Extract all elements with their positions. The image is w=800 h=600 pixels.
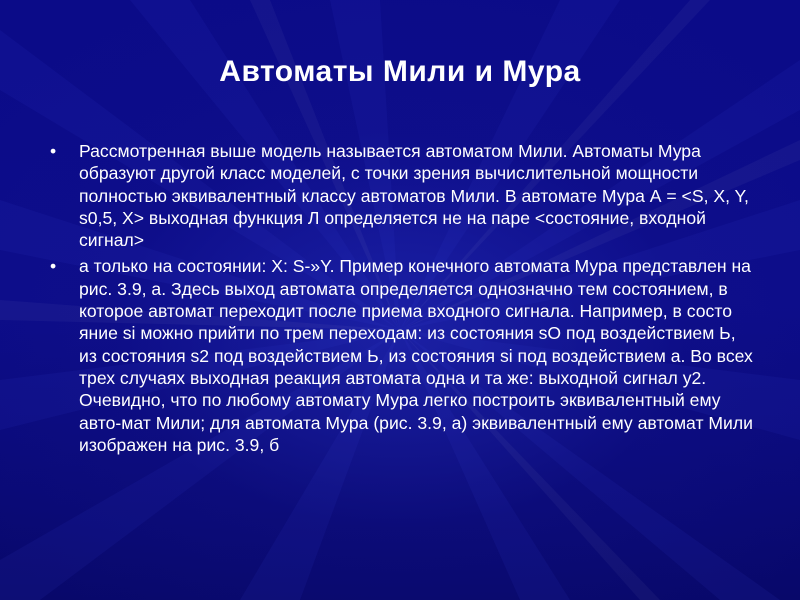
bullet-item — [46, 255, 756, 456]
bullet-text: а только на состоянии: X: S-»Y. Пример конечного автомата Мура представлен на рис. 3.9, а. Здесь выход автомата определяется однозначно тем состоянием, в которое автомат переходит после приема входного сигнала. Например, в состо яние si можно прийти по трем переходам: из состояния sO под воздействием Ь, из состояния s2 под воздействием Ь, из состояния si под воздействием а. Во всех трех случаях выходная реакция автомата одна и та же: выходной сигнал у2. Очевидно, что по любому автомату Мура легко построить эквивалентный ему авто-мат Мили; для автомата Мура (рис. 3.9, а) эквивалентный ему автомат Мили изображен на рис. 3.9, б — [79, 256, 753, 455]
slide-content — [46, 140, 756, 460]
slide-title: Автоматы Мили и Мура — [219, 55, 581, 88]
bullet-glyph: • — [50, 141, 57, 161]
bullet-text: Рассмотренная выше модель называется автоматом Мили. Автоматы Мура образуют другой класс моделей, с точки зрения вычислительной мощности полностью эквивалентный классу автоматов Мили. В автомате Мура А = <S, X, Y, s0,5, X> выходная функция Л определяется не на паре <состояние, входной сигнал> — [79, 141, 749, 251]
bullet-item — [46, 140, 756, 251]
bullet-glyph: • — [50, 256, 57, 277]
